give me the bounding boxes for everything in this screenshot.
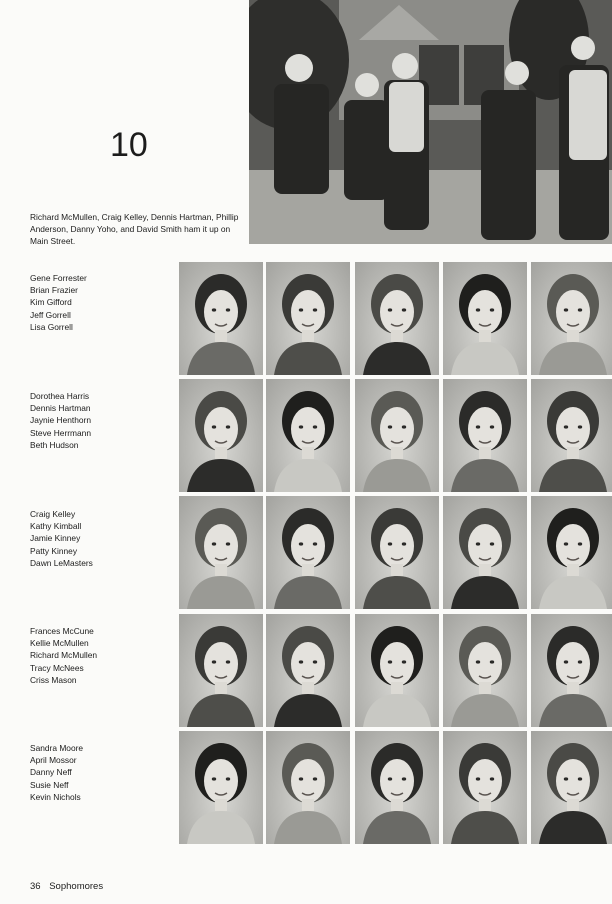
name-list-row-3 [30,508,170,569]
student-portrait [266,262,350,375]
student-name: April Mossor [30,755,77,766]
student-name: Danny Neff [30,767,72,778]
student-name: Brian Frazier [30,285,78,296]
student-portrait [179,262,263,375]
student-name: Tracy McNees [30,662,84,673]
student-name: Dawn LeMasters [30,557,93,568]
student-name: Criss Mason [30,674,77,685]
student-portrait [179,731,263,844]
student-portrait [443,379,527,492]
student-portrait [179,614,263,727]
student-name: Sandra Moore [30,743,84,753]
student-portrait [355,731,439,844]
student-name: Lisa Gorrell [30,321,73,332]
student-portrait [179,496,263,609]
student-portrait [531,379,612,492]
student-portrait [179,379,263,492]
student-name: Craig Kelley [30,509,76,519]
student-portrait [531,731,612,844]
student-portrait [531,614,612,727]
student-name: Kathy Kimball [30,521,82,532]
student-name: Dennis Hartman [30,403,91,414]
student-name: Beth Hudson [30,439,79,450]
student-name: Steve Herrmann [30,427,91,438]
group-photo-caption: Richard McMullen, Craig Kelley, Dennis Hartman, Phillip Anderson, Danny Yoho, and David Smith ham it up on Main Street. [30,212,239,246]
student-name: Dorothea Harris [30,391,90,401]
section-label: Sophomores [49,881,104,892]
student-name: Kevin Nichols [30,791,81,802]
student-name: Patty Kinney [30,545,78,556]
student-name: Susie Neff [30,779,69,790]
student-portrait [443,262,527,375]
group-photo-image [249,0,612,244]
name-list-row-2 [30,390,170,451]
student-portrait [266,496,350,609]
group-photo [249,0,612,244]
student-portrait [266,731,350,844]
section-number: 10 [110,126,148,164]
page-number: 36 [30,881,41,892]
student-portrait [443,614,527,727]
name-list-row-1 [30,272,170,333]
student-name: Jeff Gorrell [30,309,71,320]
student-name: Frances McCune [30,626,94,636]
student-name: Gene Forrester [30,273,87,283]
student-name: Jamie Kinney [30,533,81,544]
student-portrait [443,496,527,609]
student-portrait [531,496,612,609]
student-name: Kim Gifford [30,297,72,308]
student-name: Kellie McMullen [30,638,89,649]
student-portrait [355,496,439,609]
student-portrait [266,614,350,727]
page-footer [30,881,109,892]
student-portrait [355,379,439,492]
name-list-row-5 [30,742,170,803]
student-name: Richard McMullen [30,650,98,661]
student-portrait [355,614,439,727]
student-portrait [266,379,350,492]
student-portrait [355,262,439,375]
name-list-row-4 [30,625,170,686]
student-portrait [531,262,612,375]
student-portrait [443,731,527,844]
student-name: Jaynie Henthorn [30,415,91,426]
